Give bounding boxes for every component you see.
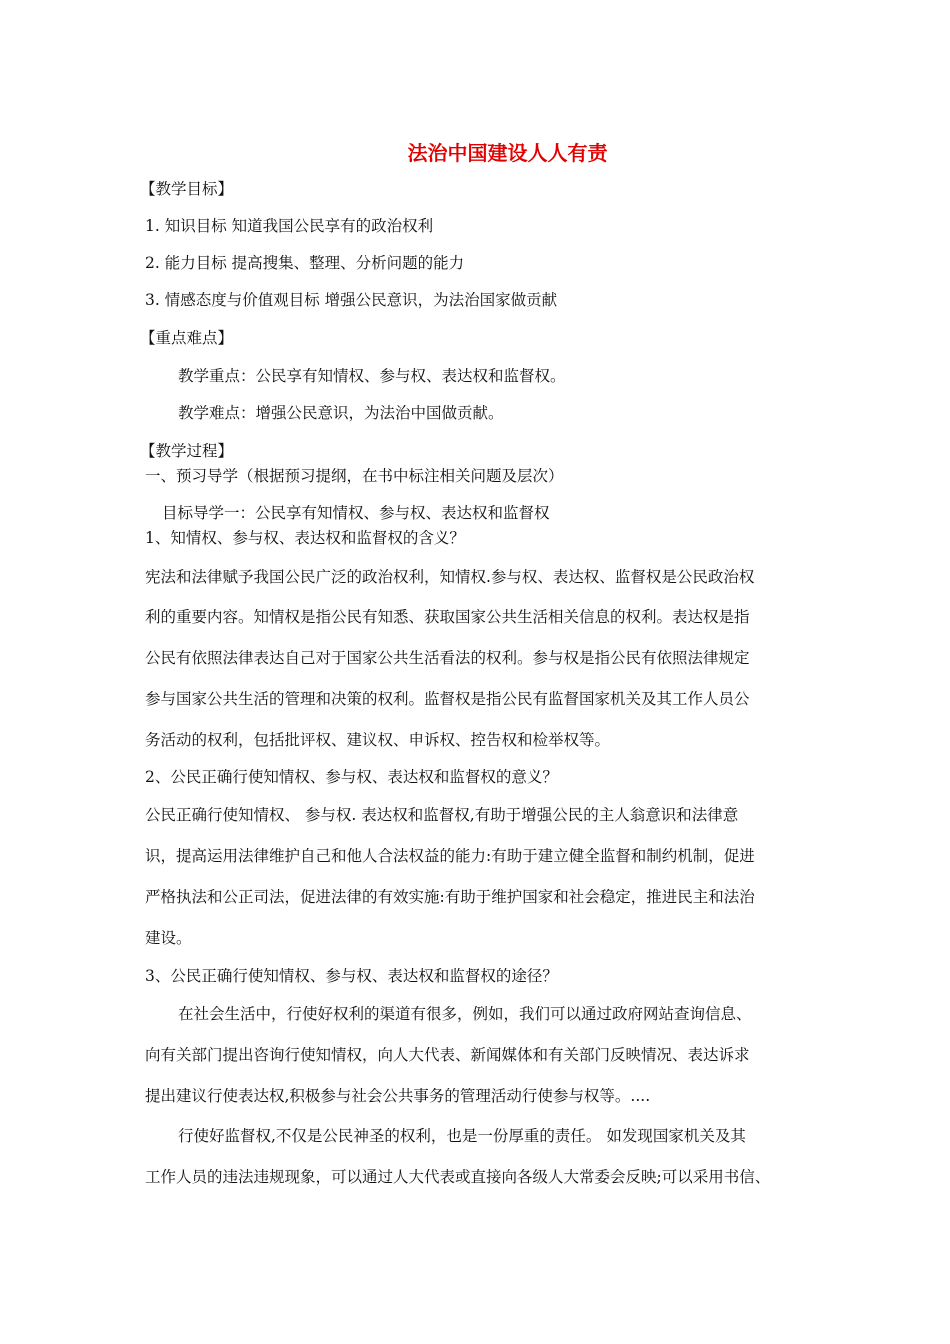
goal-item-1: 1. 知识目标 知道我国公民享有的政治权利 (145, 217, 434, 235)
preview-guide: 一、预习导学（根据预习提纲，在书中标注相关问题及层次） (145, 467, 564, 485)
section-heading-key-points: 【重点难点】 (140, 329, 234, 347)
answer-3-para-2-line-1: 行使好监督权,不仅是公民神圣的权利，也是一份厚重的责任。 如发现国家机关及其 (178, 1127, 746, 1145)
answer-1-line-1: 宪法和法律赋予我国公民广泛的政治权利，知情权.参与权、表达权、监督权是公民政治权 (145, 568, 755, 586)
answer-1-line-2: 利的重要内容。知情权是指公民有知悉、获取国家公共生活相关信息的权利。表达权是指 (145, 608, 750, 626)
answer-2-line-1: 公民正确行使知情权、 参与权. 表达权和监督权,有助于增强公民的主人翁意识和法律意 (145, 806, 739, 824)
question-3: 3、公民正确行使知情权、参与权、表达权和监督权的途径？ (145, 967, 558, 985)
answer-3-para-1-line-3: 提出建议行使表达权,积极参与社会公共事务的管理活动行使参与权等。.... (145, 1087, 651, 1105)
answer-1-line-4: 参与国家公共生活的管理和决策的权利。监督权是指公民有监督国家机关及其工作人员公 (145, 690, 750, 708)
goal-item-2: 2. 能力目标 提高搜集、整理、分析问题的能力 (145, 254, 465, 272)
answer-1-line-5: 务活动的权利，包括批评权、建议权、申诉权、控告权和检举权等。 (145, 731, 611, 749)
goal-item-3: 3. 情感态度与价值观目标 增强公民意识，为法治国家做贡献 (145, 291, 558, 309)
key-point-difficulty: 教学难点：增强公民意识，为法治中国做贡献。 (178, 404, 504, 422)
question-1: 1、知情权、参与权、表达权和监督权的含义？ (145, 529, 465, 547)
answer-2-line-4: 建设。 (145, 929, 192, 947)
answer-3-para-2-line-2: 工作人员的违法违规现象，可以通过人大代表或直接向各级人大常委会反映;可以采用书信、 (145, 1168, 771, 1186)
answer-1-line-3: 公民有依照法律表达自己对于国家公共生活看法的权利。参与权是指公民有依照法律规定 (145, 649, 750, 667)
document-title: 法治中国建设人人有责 (407, 141, 608, 165)
section-heading-teaching-goals: 【教学目标】 (140, 180, 234, 198)
section-heading-process: 【教学过程】 (140, 442, 234, 460)
answer-3-para-1-line-2: 向有关部门提出咨询行使知情权，向人大代表、新闻媒体和有关部门反映情况、表达诉求 (145, 1046, 750, 1064)
answer-2-line-2: 识，提高运用法律维护自己和他人合法权益的能力:有助于建立健全监督和制约机制，促进 (145, 847, 755, 865)
key-point-focus: 教学重点：公民享有知情权、参与权、表达权和监督权。 (178, 367, 566, 385)
answer-3-para-1-line-1: 在社会生活中，行使好权利的渠道有很多，例如，我们可以通过政府网站查询信息、 (178, 1005, 752, 1023)
guide-objective-1: 目标导学一：公民享有知情权、参与权、表达权和监督权 (162, 504, 550, 522)
question-2: 2、公民正确行使知情权、参与权、表达权和监督权的意义？ (145, 768, 558, 786)
answer-2-line-3: 严格执法和公正司法，促进法律的有效实施:有助于维护国家和社会稳定，推进民主和法治 (145, 888, 755, 906)
